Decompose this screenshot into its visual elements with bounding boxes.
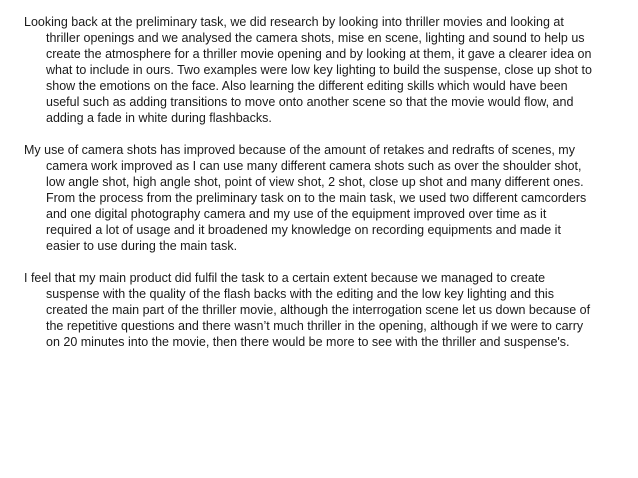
paragraph-preliminary-task: Looking back at the preliminary task, we did research by looking into thriller movies and looking at thriller openings and we analysed the camera shots, mise en scene, lighting and sound to help us create the atmosphere for a thriller movie opening and by looking at them, it gave a clearer idea on what to include in ours. Two examples were low key lighting to build the suspense, close up shot to show the emotions on the face. Also learning the different editing skills which would have been useful such as adding transitions to move onto another scene so that the movie would flow, and adding a fade in white during flashbacks. bbox=[24, 15, 592, 125]
paragraph-main-product: I feel that my main product did fulfil the task to a certain extent because we managed to create suspense with the quality of the flash backs with the editing and the low key lighting and this created the main part of the thriller movie, although the interrogation scene let us down because of the repetitive questions and there wasn’t much thriller in the opening, although if we were to carry on 20 minutes into the movie, then there would be more to see with the thriller and suspense's. bbox=[24, 271, 591, 349]
paragraph-camera-shots: My use of camera shots has improved because of the amount of retakes and redrafts of scenes, my camera work improved as I can use many different camera shots such as over the shoulder shot, low angle shot, high angle shot, point of view shot, 2 shot, close up shot and many different ones. From the process from the preliminary task on to the main task, we used two different camcorders and one digital photography camera and my use of the equipment improved over time as it required a lot of usage and it broadened my knowledge on recording equipments and made it easier to use during the main task. bbox=[24, 143, 587, 253]
